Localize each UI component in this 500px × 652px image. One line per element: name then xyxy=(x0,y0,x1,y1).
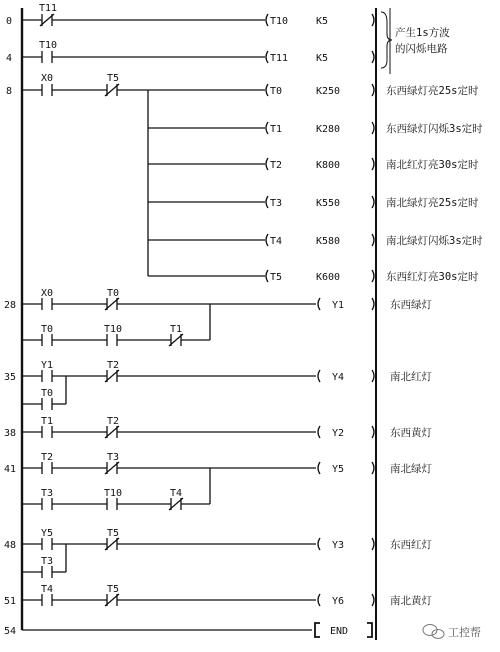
coil-name-Y3: Y3 xyxy=(332,540,345,551)
coil-name-T2: T2 xyxy=(270,160,283,171)
label-T2-38: T2 xyxy=(107,416,120,427)
step-51: 51 xyxy=(4,596,17,607)
coil-Y4 xyxy=(318,370,320,382)
contact-T3-no-41b xyxy=(42,498,52,510)
contact-T5-nc xyxy=(105,84,119,96)
contact-T3-nc-41 xyxy=(105,462,119,474)
contact-X0-no-28 xyxy=(42,298,52,310)
contact-T11-nc xyxy=(40,14,54,26)
label-T0-28: T0 xyxy=(107,288,120,299)
comments xyxy=(386,26,483,607)
coil-T4 xyxy=(266,234,268,246)
comment-y2: 东西黄灯 xyxy=(390,427,432,439)
label-T3-41: T3 xyxy=(107,452,120,463)
step-0: 0 xyxy=(6,16,13,27)
comment-y5: 南北绿灯 xyxy=(390,463,432,475)
comment-t4: 南北绿灯闪烁3s定时 xyxy=(386,235,483,247)
contact-T2-no-41 xyxy=(42,462,52,474)
label-T11: T11 xyxy=(39,3,58,14)
coil-T0 xyxy=(266,84,268,96)
step-38: 38 xyxy=(4,428,17,439)
label-T4-41b: T4 xyxy=(170,488,183,499)
k-T1: K280 xyxy=(316,124,341,135)
coil-T11 xyxy=(266,51,268,63)
label-X0: X0 xyxy=(41,73,54,84)
coil-Y6 xyxy=(318,594,320,606)
contact-T5-nc-48 xyxy=(105,538,119,550)
comment-y3: 东西红灯 xyxy=(390,539,432,551)
contact-T10-no-28b xyxy=(107,334,117,346)
label-T10-41b: T10 xyxy=(104,488,123,499)
step-41: 41 xyxy=(4,464,17,475)
step-numbers xyxy=(4,16,16,637)
contact-T1-no-38 xyxy=(42,426,52,438)
comment-brace-line2: 的闪烁电路 xyxy=(395,43,448,55)
label-T5-48: T5 xyxy=(107,528,120,539)
coil-name-T5: T5 xyxy=(270,272,283,283)
contact-Y5-no xyxy=(42,538,52,550)
label-T1-38: T1 xyxy=(41,416,54,427)
comment-t5: 东西红灯亮30s定时 xyxy=(386,271,479,283)
coil-name-Y5: Y5 xyxy=(332,464,345,475)
comment-y1: 东西绿灯 xyxy=(390,299,432,311)
coil-name-T4: T4 xyxy=(270,236,283,247)
label-T10-28b: T10 xyxy=(104,324,123,335)
contact-T2-nc-38 xyxy=(105,426,119,438)
label-T5: T5 xyxy=(107,73,120,84)
coil-T1 xyxy=(266,122,268,134)
coil-Y3 xyxy=(318,538,320,550)
label-T2-41: T2 xyxy=(41,452,54,463)
k-T10: K5 xyxy=(316,16,329,27)
label-T5-51: T5 xyxy=(107,584,120,595)
watermark xyxy=(423,625,481,640)
contact-T1-nc-28b xyxy=(169,334,183,346)
label-T2-35: T2 xyxy=(107,360,120,371)
k-T3: K550 xyxy=(316,198,341,209)
coil-T10 xyxy=(266,14,268,26)
contact-T5-nc-51 xyxy=(105,594,119,606)
coil-name-Y6: Y6 xyxy=(332,596,345,607)
coil-name-Y4: Y4 xyxy=(332,372,345,383)
coil-Y5 xyxy=(318,462,320,474)
wechat-icon xyxy=(423,625,444,639)
label-T10: T10 xyxy=(39,40,58,51)
contact-T0-nc-28 xyxy=(105,298,119,310)
step-48: 48 xyxy=(4,540,17,551)
contact-Y1-no xyxy=(42,370,52,382)
contact-T10-no-41b xyxy=(107,498,117,510)
step-4: 4 xyxy=(6,53,13,64)
contact-T4-nc-41b xyxy=(169,498,183,510)
coil-name-T1: T1 xyxy=(270,124,283,135)
k-T11: K5 xyxy=(316,53,329,64)
label-X0-28: X0 xyxy=(41,288,54,299)
label-T0-35b: T0 xyxy=(41,388,54,399)
coil-T3 xyxy=(266,196,268,208)
k-T0: K250 xyxy=(316,86,341,97)
comment-t2: 南北红灯亮30s定时 xyxy=(386,159,479,171)
watermark-text: 工控帮 xyxy=(448,626,481,639)
contact-T0-no-28b xyxy=(42,334,52,346)
contact-X0-no xyxy=(42,84,52,96)
step-8: 8 xyxy=(6,86,13,97)
coil-name-T0: T0 xyxy=(270,86,283,97)
comment-brace-line1: 产生1s方波 xyxy=(395,27,450,39)
contact-T4-no-51 xyxy=(42,594,52,606)
comment-y6: 南北黄灯 xyxy=(390,595,432,607)
coil-T2 xyxy=(266,158,268,170)
step-35: 35 xyxy=(4,372,17,383)
label-Y1: Y1 xyxy=(41,360,54,371)
contact-T10-no xyxy=(42,51,52,63)
comment-t0: 东西绿灯亮25s定时 xyxy=(386,85,479,97)
k-T2: K800 xyxy=(316,160,341,171)
contact-T2-nc-35 xyxy=(105,370,119,382)
label-T3-48b: T3 xyxy=(41,556,54,567)
label-T1-28b: T1 xyxy=(170,324,183,335)
coil-name-T10: T10 xyxy=(270,16,289,27)
k-T4: K580 xyxy=(316,236,341,247)
end-instruction-bracket xyxy=(315,623,320,637)
label-Y5: Y5 xyxy=(41,528,54,539)
k-T5: K600 xyxy=(316,272,341,283)
end-label: END xyxy=(330,626,349,637)
coil-name-Y2: Y2 xyxy=(332,428,345,439)
label-T4-51: T4 xyxy=(41,584,54,595)
label-T0-28b: T0 xyxy=(41,324,54,335)
coil-Y1 xyxy=(318,298,320,310)
coil-T5 xyxy=(266,270,268,282)
coil-Y2 xyxy=(318,426,320,438)
contact-T3-no-48b xyxy=(42,566,52,578)
step-28: 28 xyxy=(4,300,17,311)
comment-t3: 南北绿灯亮25s定时 xyxy=(386,197,479,209)
comment-t1: 东西绿灯闪烁3s定时 xyxy=(386,123,483,135)
comment-y4: 南北红灯 xyxy=(390,371,432,383)
step-54: 54 xyxy=(4,626,17,637)
coil-name-Y1: Y1 xyxy=(332,300,345,311)
label-T3-41b: T3 xyxy=(41,488,54,499)
coil-name-T3: T3 xyxy=(270,198,283,209)
contact-T0-no-35b xyxy=(42,398,52,410)
coil-name-T11: T11 xyxy=(270,53,289,64)
